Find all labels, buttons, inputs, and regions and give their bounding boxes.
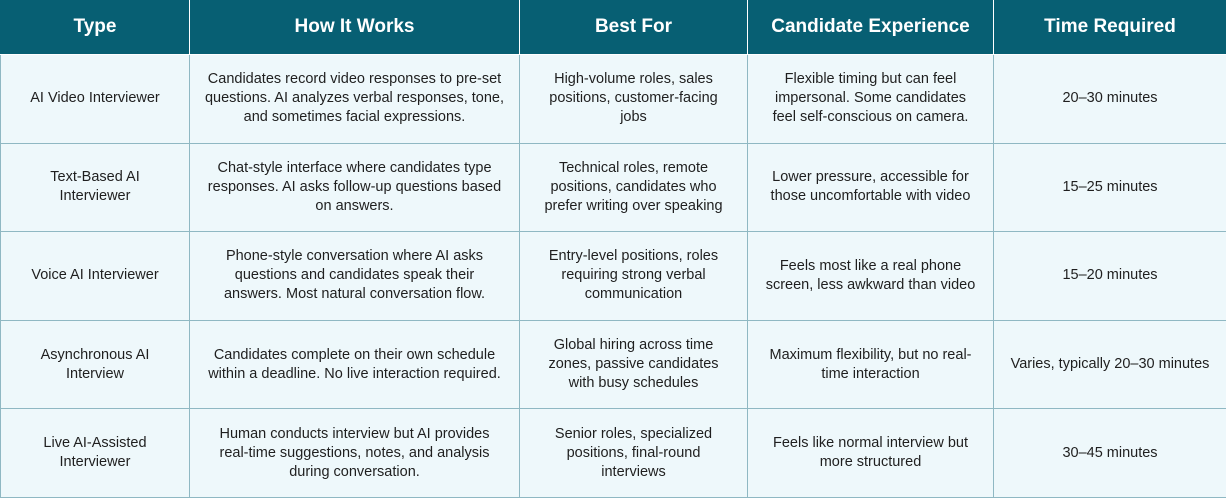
table-header — [1, 0, 1226, 55]
cell-how-it-works: Human conducts interview but AI provides real-time suggestions, notes, and analysis during conversation. — [190, 409, 520, 498]
cell-type: Voice AI Interviewer — [1, 232, 190, 321]
cell-how-it-works: Phone-style conversation where AI asks questions and candidates speak their answers. Most natural conversation flow. — [190, 232, 520, 321]
cell-how-it-works: Candidates complete on their own schedule within a deadline. No live interaction required. — [190, 320, 520, 409]
cell-type: Text-Based AI Interviewer — [1, 143, 190, 232]
cell-time-required: 20–30 minutes — [994, 55, 1226, 144]
header-type: Type — [1, 0, 190, 55]
cell-how-it-works: Chat-style interface where candidates type responses. AI asks follow-up questions based on answers. — [190, 143, 520, 232]
cell-candidate-experience: Maximum flexibility, but no real-time interaction — [748, 320, 994, 409]
table-row — [1, 232, 1226, 321]
cell-candidate-experience: Feels like normal interview but more structured — [748, 409, 994, 498]
table-row — [1, 409, 1226, 498]
cell-type: Asynchronous AI Interview — [1, 320, 190, 409]
cell-candidate-experience: Feels most like a real phone screen, less awkward than video — [748, 232, 994, 321]
cell-how-it-works: Candidates record video responses to pre-set questions. AI analyzes verbal responses, tone, and sometimes facial expressions. — [190, 55, 520, 144]
cell-candidate-experience: Flexible timing but can feel impersonal. Some candidates feel self-conscious on camera. — [748, 55, 994, 144]
cell-time-required: Varies, typically 20–30 minutes — [994, 320, 1226, 409]
cell-best-for: High-volume roles, sales positions, customer-facing jobs — [520, 55, 748, 144]
header-best-for: Best For — [520, 0, 748, 55]
cell-candidate-experience: Lower pressure, accessible for those uncomfortable with video — [748, 143, 994, 232]
cell-time-required: 15–25 minutes — [994, 143, 1226, 232]
cell-type: Live AI-Assisted Interviewer — [1, 409, 190, 498]
cell-best-for: Technical roles, remote positions, candidates who prefer writing over speaking — [520, 143, 748, 232]
cell-best-for: Senior roles, specialized positions, final-round interviews — [520, 409, 748, 498]
cell-type: AI Video Interviewer — [1, 55, 190, 144]
cell-time-required: 15–20 minutes — [994, 232, 1226, 321]
table-row — [1, 55, 1226, 144]
header-how-it-works: How It Works — [190, 0, 520, 55]
header-row — [1, 0, 1226, 55]
table-row — [1, 143, 1226, 232]
cell-best-for: Global hiring across time zones, passive candidates with busy schedules — [520, 320, 748, 409]
cell-best-for: Entry-level positions, roles requiring strong verbal communication — [520, 232, 748, 321]
cell-time-required: 30–45 minutes — [994, 409, 1226, 498]
table-body — [1, 55, 1226, 498]
table-row — [1, 320, 1226, 409]
header-time-required: Time Required — [994, 0, 1226, 55]
header-candidate-experience: Candidate Experience — [748, 0, 994, 55]
